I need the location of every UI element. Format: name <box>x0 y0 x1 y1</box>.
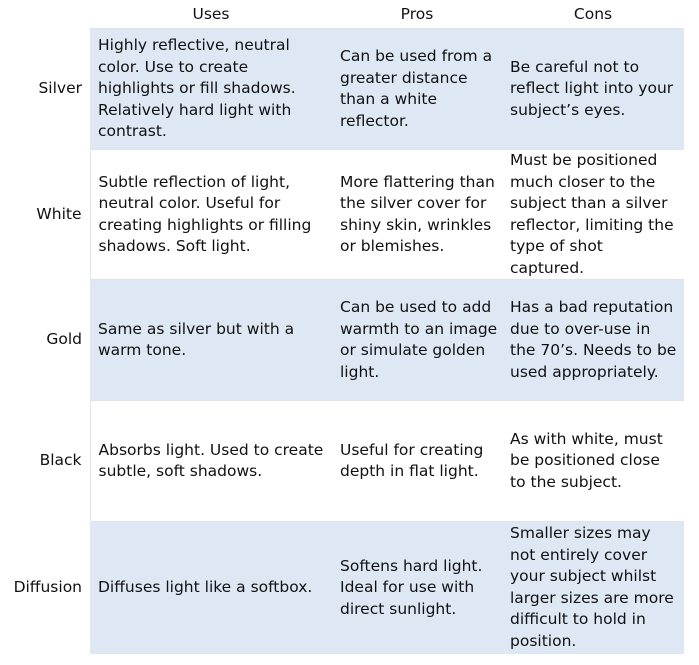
header-pros: Pros <box>400 5 434 23</box>
table-row <box>0 401 684 522</box>
header-cons: Cons <box>573 5 613 23</box>
header-uses: Uses <box>192 5 230 23</box>
pros-cell: Can be used to add warmth to an image or simulate golden light. <box>332 280 502 401</box>
row-label: White <box>0 150 90 280</box>
row-label: Diffusion <box>0 522 90 654</box>
cons-cell: Must be positioned much closer to the subject than a silver reflector, limiting the type of shot captured. <box>502 150 684 280</box>
cons-cell: Has a bad reputation due to over-use in the 70’s. Needs to be used appropriately. <box>502 280 684 401</box>
pros-cell: Can be used from a greater distance than a white reflector. <box>332 29 502 150</box>
row-label: Gold <box>0 280 90 401</box>
pros-cell: Useful for creating depth in flat light. <box>332 401 502 522</box>
uses-cell: Same as silver but with a warm tone. <box>90 280 332 401</box>
table-row <box>0 522 684 654</box>
table-row <box>0 150 684 280</box>
cons-cell: As with white, must be positioned close to the subject. <box>502 401 684 522</box>
row-label: Black <box>0 401 90 522</box>
cons-cell: Smaller sizes may not entirely cover your subject whilst larger sizes are more difficult to hold in position. <box>502 522 684 654</box>
pros-cell: Softens hard light. Ideal for use with direct sunlight. <box>332 522 502 654</box>
pros-cell: More flattering than the silver cover for shiny skin, wrinkles or blemishes. <box>332 150 502 280</box>
header-row <box>0 0 684 29</box>
uses-cell: Absorbs light. Used to create subtle, soft shadows. <box>90 401 332 522</box>
uses-cell: Diffuses light like a softbox. <box>90 522 332 654</box>
header-label-corner <box>0 0 90 29</box>
cons-cell: Be careful not to reflect light into your subject’s eyes. <box>502 29 684 150</box>
uses-cell: Subtle reflection of light, neutral color. Useful for creating highlights or filling shadows. Soft light. <box>90 150 332 280</box>
table-row <box>0 29 684 150</box>
row-label: Silver <box>0 29 90 150</box>
uses-cell: Highly reflective, neutral color. Use to create highlights or fill shadows. Relatively hard light with contrast. <box>90 29 332 150</box>
table-row <box>0 280 684 401</box>
